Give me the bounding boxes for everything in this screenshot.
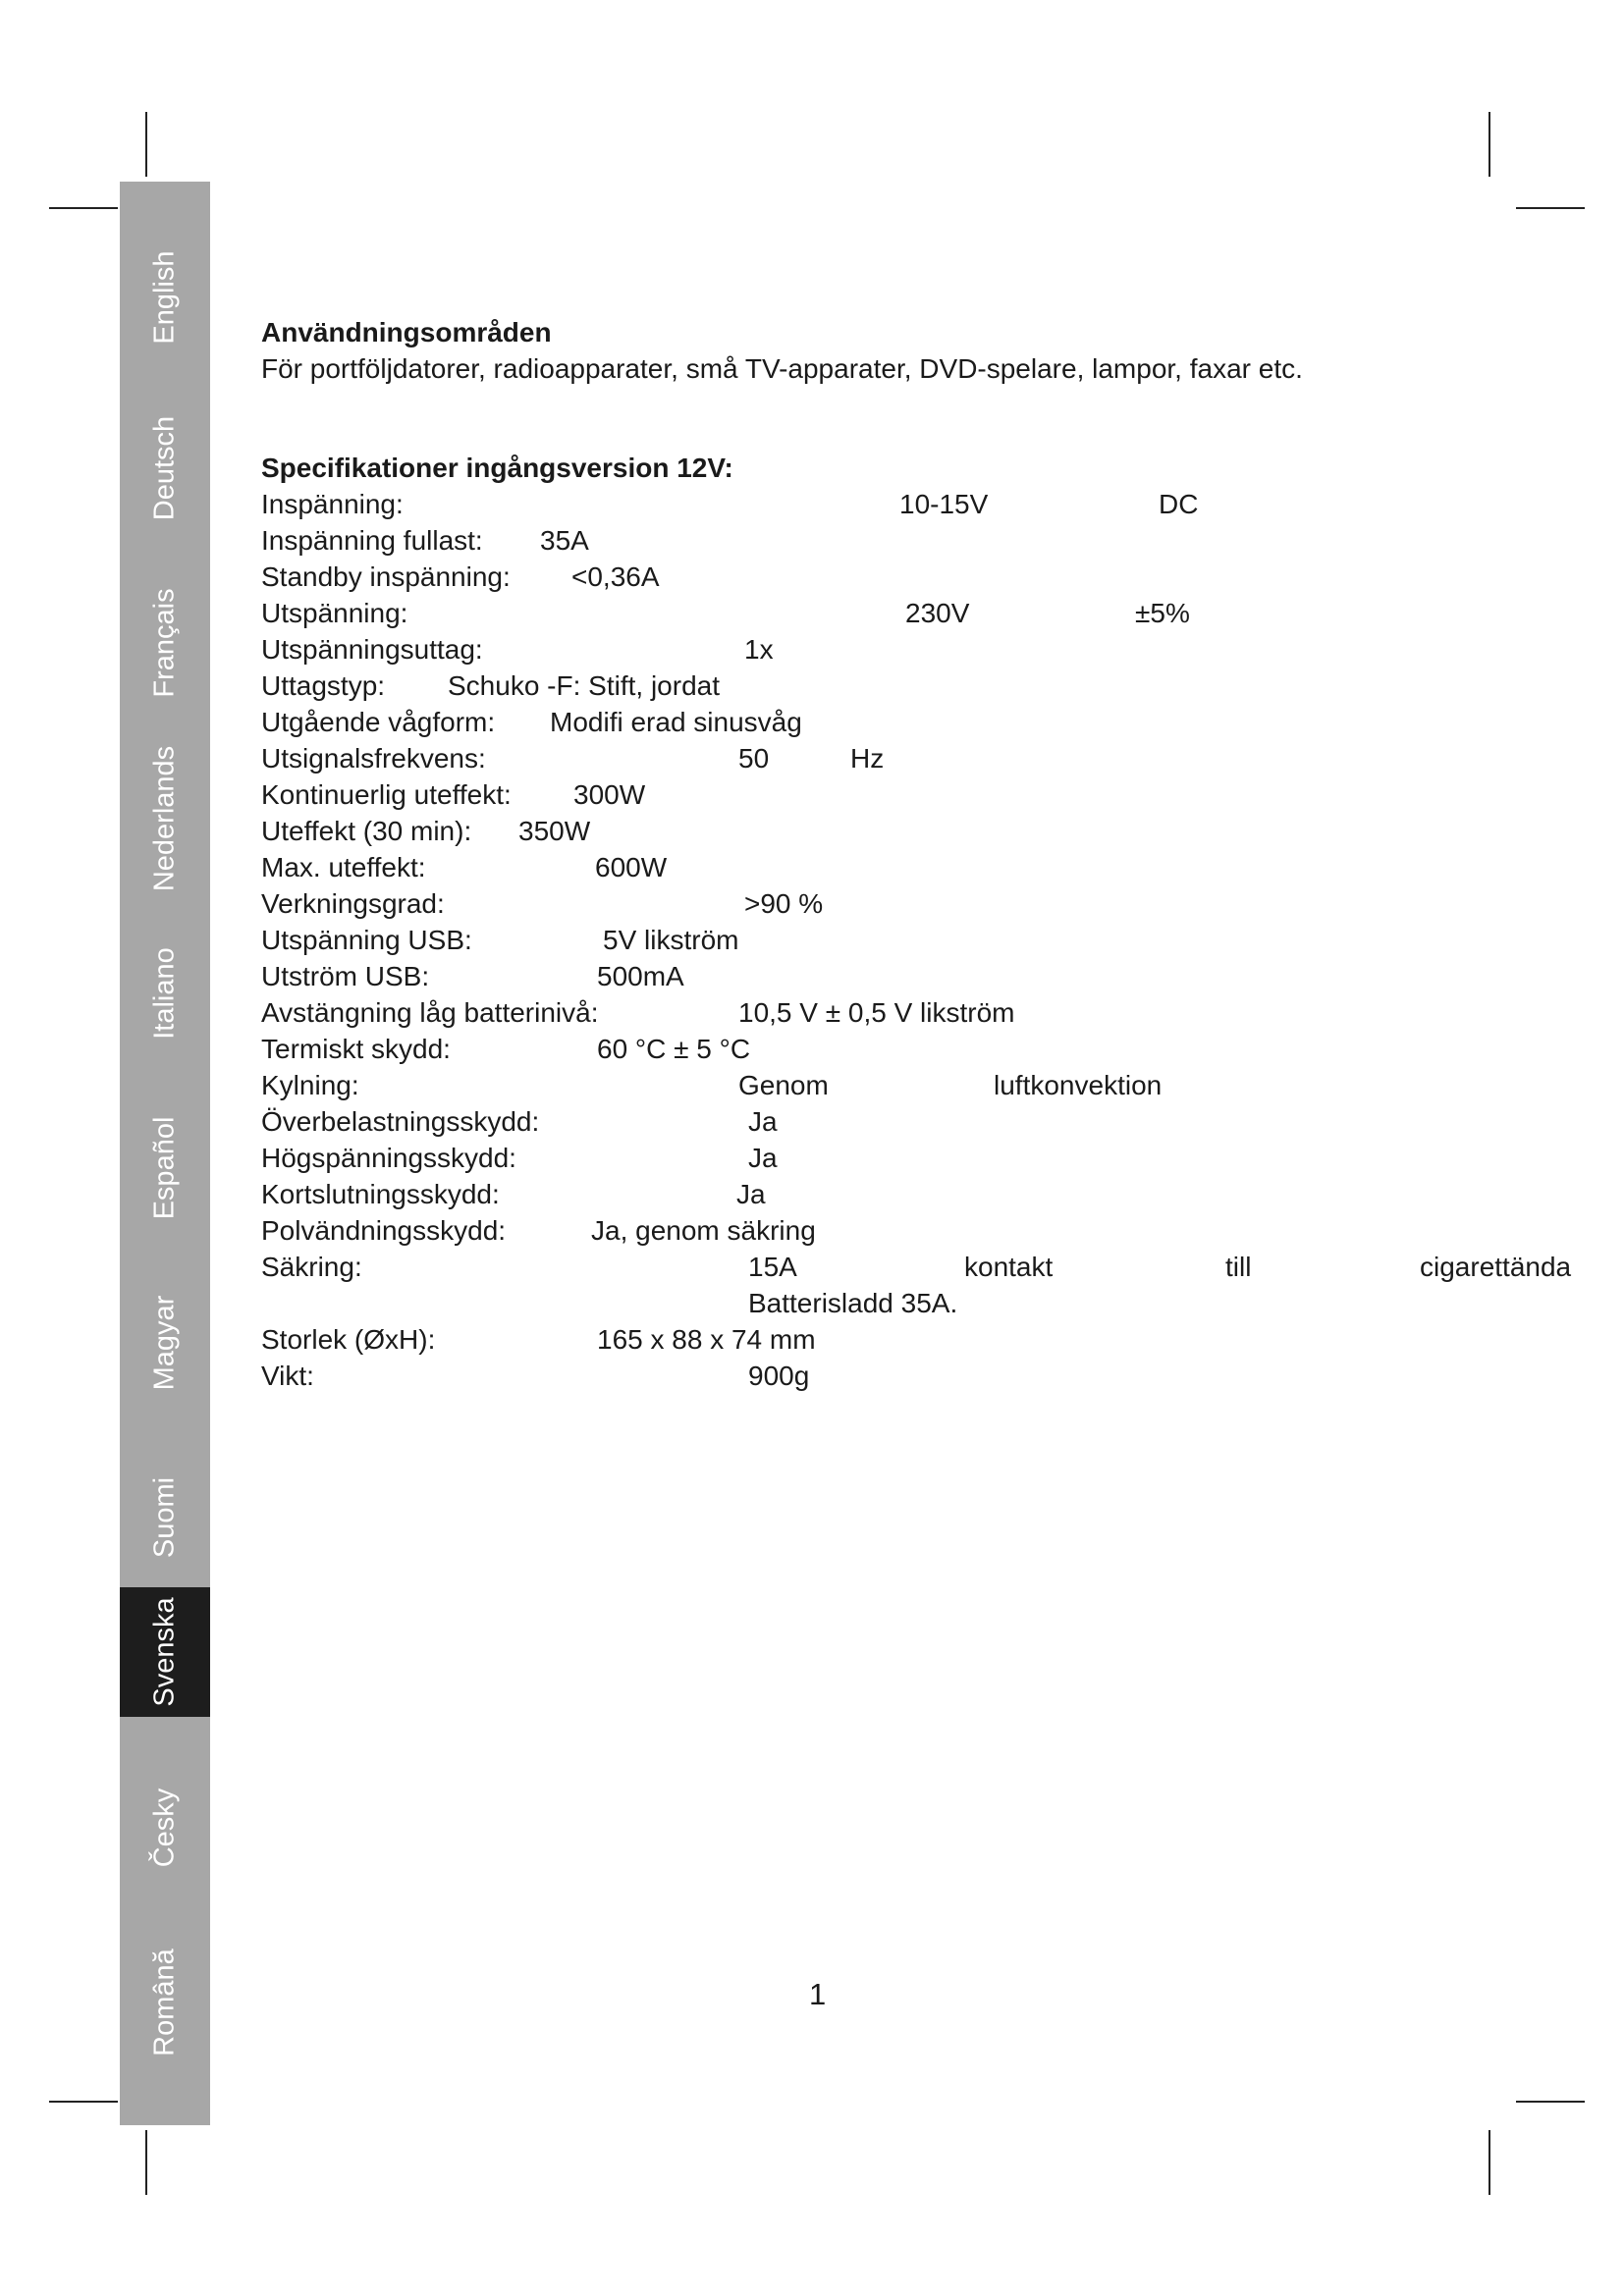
spec-row: [261, 1067, 1597, 1103]
lang-tab-label: Česky: [148, 1788, 181, 1868]
lang-tab-cesky[interactable]: [120, 1763, 210, 1893]
spec-row: [261, 1140, 1597, 1176]
spec-value: <0,36A: [571, 561, 660, 592]
spec-row: [261, 958, 1597, 994]
lang-tab-magyar[interactable]: [120, 1278, 210, 1408]
spec-value: kontakt: [964, 1252, 1054, 1282]
crop-mark: [49, 2101, 118, 2103]
page-number: 1: [809, 1977, 827, 2011]
spec-row: [261, 595, 1597, 631]
spec-value: Ja, genom säkring: [591, 1215, 816, 1246]
spec-value: 10-15V: [899, 489, 989, 519]
spec-value: ±5%: [1135, 598, 1190, 628]
spec-row: [261, 1321, 1597, 1358]
spec-row: [261, 994, 1597, 1031]
spec-label: Polvändningsskydd:: [261, 1215, 507, 1246]
spec-value: 10,5 V ± 0,5 V likström: [738, 997, 1015, 1028]
spec-value: 1x: [744, 634, 774, 665]
spec-label: Högspänningsskydd:: [261, 1143, 516, 1173]
lang-tab-label: Español: [148, 1116, 181, 1220]
lang-tab-suomi[interactable]: [120, 1453, 210, 1582]
spec-value: till: [1225, 1252, 1252, 1282]
spec-row: [261, 776, 1597, 813]
spec-value: 350W: [518, 816, 591, 846]
spec-row: [261, 559, 1597, 595]
spec-label: Vikt:: [261, 1361, 314, 1391]
spec-label: Kortslutningsskydd:: [261, 1179, 500, 1209]
spec-label: Utström USB:: [261, 961, 430, 991]
spec-row: [261, 849, 1597, 885]
lang-tab-deutsch[interactable]: [120, 403, 210, 533]
spec-value: 500mA: [597, 961, 684, 991]
spec-value: 15A: [748, 1252, 797, 1282]
spec-value: Ja: [748, 1106, 778, 1137]
spec-value: Genom: [738, 1070, 829, 1100]
spec-row: [261, 1103, 1597, 1140]
spec-label: Avstängning låg batterinivå:: [261, 997, 599, 1028]
spec-label: Max. uteffekt:: [261, 852, 426, 882]
crop-mark: [145, 112, 147, 177]
spec-label: Kylning:: [261, 1070, 359, 1100]
spec-label: Inspänning:: [261, 489, 404, 519]
lang-tab-label: Nederlands: [148, 745, 181, 892]
spec-row: [261, 740, 1597, 776]
spec-value: 230V: [905, 598, 970, 628]
spec-label: Kontinuerlig uteffekt:: [261, 779, 512, 810]
crop-mark: [145, 2130, 147, 2195]
spec-label: Säkring:: [261, 1252, 362, 1282]
spec-label: Uteffekt (30 min):: [261, 816, 472, 846]
spec-label: Utspänning USB:: [261, 925, 472, 955]
crop-mark: [49, 207, 118, 209]
spec-row: [261, 1358, 1597, 1394]
spec-label: Utspänningsuttag:: [261, 634, 483, 665]
spec-row: [261, 704, 1597, 740]
lang-tab-label: Italiano: [148, 947, 181, 1040]
spec-value: 60 °C ± 5 °C: [597, 1034, 751, 1064]
crop-mark: [1489, 2130, 1490, 2195]
spec-label: Uttagstyp:: [261, 670, 386, 701]
spec-value: 35A: [540, 525, 589, 556]
spec-value: 300W: [573, 779, 646, 810]
spec-value: luftkonvektion: [994, 1070, 1163, 1100]
spec-row: [261, 922, 1597, 958]
spec-label: Utsignalsfrekvens:: [261, 743, 486, 774]
spec-row: [261, 486, 1597, 522]
lang-tab-nederlands[interactable]: [120, 745, 210, 892]
spec-value: Schuko -F: Stift, jordat: [448, 670, 720, 701]
spec-value: Hz: [850, 743, 885, 774]
spec-label: Termiskt skydd:: [261, 1034, 451, 1064]
spec-row: [261, 631, 1597, 667]
crop-mark: [1516, 2101, 1585, 2103]
spec-row: [261, 1176, 1597, 1212]
specs-heading: Specifikationer ingångsversion 12V:: [261, 453, 733, 483]
lang-tab-francais[interactable]: [120, 578, 210, 708]
lang-tab-label: Svenska: [148, 1597, 181, 1707]
crop-mark: [1516, 207, 1585, 209]
spec-label: Utgående vågform:: [261, 707, 496, 737]
usage-description: För portföljdatorer, radioapparater, små TV-apparater, DVD-spelare, lampor, faxar etc.: [261, 353, 1303, 384]
language-sidebar: [120, 182, 210, 2125]
lang-tab-espanol[interactable]: [120, 1103, 210, 1233]
lang-tab-english[interactable]: [120, 233, 210, 362]
lang-tab-label: Deutsch: [148, 415, 181, 521]
spec-value: 600W: [595, 852, 668, 882]
lang-tab-label: Magyar: [148, 1295, 181, 1391]
spec-value: 50: [738, 743, 770, 774]
spec-value: Modifi erad sinusvåg: [550, 707, 802, 737]
spec-value: Batterisladd 35A.: [748, 1288, 958, 1318]
spec-row: [261, 522, 1597, 559]
lang-tab-label: English: [148, 250, 181, 345]
lang-tab-romana[interactable]: [120, 1938, 210, 2067]
usage-heading: Användningsområden: [261, 317, 552, 347]
spec-value: cigarettända: [1420, 1252, 1572, 1282]
spec-label: Inspänning fullast:: [261, 525, 483, 556]
lang-tab-svenska[interactable]: [120, 1587, 210, 1717]
spec-value: >90 %: [744, 888, 824, 919]
lang-tab-label: Română: [148, 1949, 181, 2056]
lang-tab-label: Suomi: [148, 1476, 181, 1559]
lang-tab-italiano[interactable]: [120, 929, 210, 1058]
spec-label: Storlek (ØxH):: [261, 1324, 436, 1355]
spec-label: Standby inspänning:: [261, 561, 511, 592]
spec-value: 5V likström: [603, 925, 739, 955]
spec-value: 900g: [748, 1361, 810, 1391]
spec-row: [261, 1212, 1597, 1249]
spec-row: [261, 1249, 1597, 1285]
spec-value: DC: [1159, 489, 1199, 519]
spec-row: [261, 1031, 1597, 1067]
lang-tab-label: Français: [148, 588, 181, 698]
spec-label: Utspänning:: [261, 598, 408, 628]
spec-value: Ja: [736, 1179, 766, 1209]
spec-row: [261, 667, 1597, 704]
spec-value: 165 x 88 x 74 mm: [597, 1324, 816, 1355]
crop-mark: [1489, 112, 1490, 177]
spec-value: Ja: [748, 1143, 778, 1173]
spec-row: [261, 813, 1597, 849]
spec-label: Verkningsgrad:: [261, 888, 445, 919]
spec-row: [261, 1285, 1597, 1321]
spec-label: Överbelastningsskydd:: [261, 1106, 540, 1137]
spec-row: [261, 885, 1597, 922]
